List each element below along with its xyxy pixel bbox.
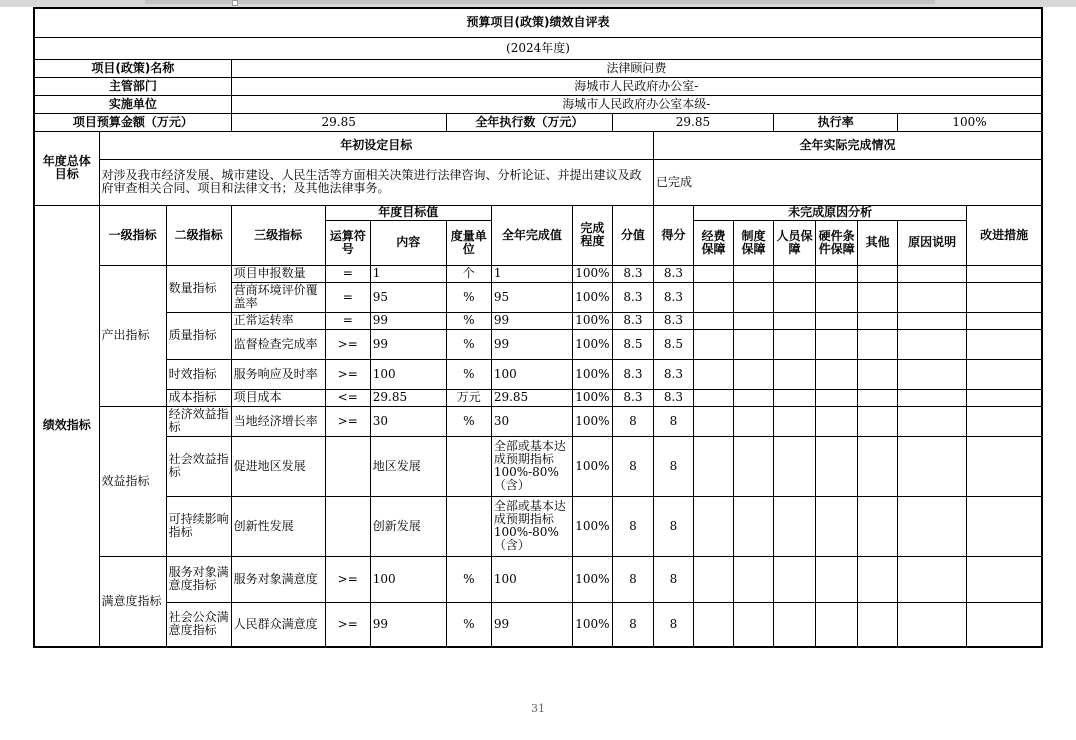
- row-op: <=: [325, 389, 370, 406]
- reason-system-header: 制度保障: [734, 220, 774, 265]
- row-reason-staff: [774, 359, 816, 389]
- row-content: 地区发展: [370, 436, 446, 496]
- row-reason-hardware: [816, 406, 858, 436]
- row-reason-other: [858, 282, 898, 312]
- row-actual: 30: [491, 406, 572, 436]
- row-degree: 100%: [572, 602, 612, 647]
- row-value: 8.3: [612, 282, 653, 312]
- group-sustainable: 可持续影响指标: [166, 496, 231, 556]
- row-reason-desc: [898, 406, 967, 436]
- row-actual: 99: [491, 329, 572, 359]
- row-content: 100: [370, 359, 446, 389]
- row-reason-system: [734, 329, 774, 359]
- actual-header: 全年完成值: [491, 205, 572, 265]
- score-header: 得分: [653, 205, 693, 265]
- row-content: 29.85: [370, 389, 446, 406]
- row-score: 8: [653, 602, 693, 647]
- group-public-sat: 社会公众满意度指标: [166, 602, 231, 647]
- group-social: 社会效益指标: [166, 436, 231, 496]
- row-score: 8.3: [653, 389, 693, 406]
- actual-goal-text: 已完成: [653, 159, 1042, 205]
- row-value: 8.3: [612, 312, 653, 329]
- annual-goal-label: 年度总体目标: [34, 131, 99, 205]
- row-content: 100: [370, 556, 446, 602]
- row-op: >=: [325, 556, 370, 602]
- reason-staff-header: 人员保障: [774, 220, 816, 265]
- row-reason-staff: [774, 406, 816, 436]
- row-op: [325, 436, 370, 496]
- row-op: >=: [325, 406, 370, 436]
- row-l3: 正常运转率: [231, 312, 325, 329]
- row-reason-staff: [774, 602, 816, 647]
- reason-desc-header: 原因说明: [898, 220, 967, 265]
- row-improve: [967, 496, 1042, 556]
- row-l3: 营商环境评价覆盖率: [231, 282, 325, 312]
- group-economic: 经济效益指标: [166, 406, 231, 436]
- row-improve: [967, 602, 1042, 647]
- row-l3: 促进地区发展: [231, 436, 325, 496]
- row-degree: 100%: [572, 496, 612, 556]
- row-reason-desc: [898, 436, 967, 496]
- row-improve: [967, 389, 1042, 406]
- unit-label: 实施单位: [34, 95, 231, 113]
- row-improve: [967, 406, 1042, 436]
- content-header: 内容: [370, 220, 446, 265]
- row-improve: [967, 312, 1042, 329]
- row-unit: 个: [446, 265, 491, 282]
- op-header: 运算符号: [325, 220, 370, 265]
- row-reason-system: [734, 312, 774, 329]
- row-value: 8: [612, 406, 653, 436]
- row-content: 创新发展: [370, 496, 446, 556]
- reasons-header: 未完成原因分析: [693, 205, 966, 220]
- page-number: 31: [531, 702, 545, 715]
- row-op: =: [325, 312, 370, 329]
- row-improve: [967, 282, 1042, 312]
- row-l3: 项目成本: [231, 389, 325, 406]
- row-score: 8.5: [653, 329, 693, 359]
- row-content: 99: [370, 312, 446, 329]
- row-reason-hardware: [816, 436, 858, 496]
- group-output: 产出指标: [99, 265, 166, 406]
- row-value: 8.3: [612, 389, 653, 406]
- row-l3: 服务响应及时率: [231, 359, 325, 389]
- row-reason-system: [734, 359, 774, 389]
- dept-value: 海城市人民政府办公室-: [231, 77, 1042, 95]
- row-reason-other: [858, 406, 898, 436]
- row-content: 95: [370, 282, 446, 312]
- budget-label: 项目预算金额（万元）: [34, 113, 231, 131]
- row-score: 8.3: [653, 359, 693, 389]
- project-name-label: 项目(政策)名称: [34, 59, 231, 77]
- ruler-marker[interactable]: [232, 0, 238, 6]
- row-content: 30: [370, 406, 446, 436]
- row-value: 8: [612, 556, 653, 602]
- row-reason-fund: [693, 282, 733, 312]
- group-satisfaction: 满意度指标: [99, 556, 166, 647]
- row-reason-hardware: [816, 389, 858, 406]
- row-reason-desc: [898, 329, 967, 359]
- row-reason-hardware: [816, 602, 858, 647]
- row-op: [325, 496, 370, 556]
- row-reason-system: [734, 406, 774, 436]
- row-score: 8.3: [653, 312, 693, 329]
- row-reason-hardware: [816, 496, 858, 556]
- row-reason-desc: [898, 496, 967, 556]
- row-reason-other: [858, 329, 898, 359]
- row-degree: 100%: [572, 329, 612, 359]
- improve-header: 改进措施: [967, 205, 1042, 265]
- performance-table: [33, 7, 1043, 648]
- row-score: 8: [653, 496, 693, 556]
- row-score: 8: [653, 436, 693, 496]
- row-content: 1: [370, 265, 446, 282]
- row-reason-desc: [898, 312, 967, 329]
- row-op: >=: [325, 359, 370, 389]
- row-actual: 100: [491, 556, 572, 602]
- row-degree: 100%: [572, 389, 612, 406]
- exec-value: 29.85: [612, 113, 773, 131]
- row-value: 8: [612, 496, 653, 556]
- row-value: 8.3: [612, 359, 653, 389]
- row-actual: 99: [491, 602, 572, 647]
- row-reason-fund: [693, 556, 733, 602]
- group-quality: 质量指标: [166, 312, 231, 359]
- row-improve: [967, 265, 1042, 282]
- row-content: 99: [370, 329, 446, 359]
- unit-header: 度量单位: [446, 220, 491, 265]
- row-l3: 服务对象满意度: [231, 556, 325, 602]
- row-reason-other: [858, 496, 898, 556]
- row-reason-staff: [774, 496, 816, 556]
- row-reason-staff: [774, 389, 816, 406]
- reason-hardware-header: 硬件条件保障: [816, 220, 858, 265]
- row-improve: [967, 329, 1042, 359]
- ruler-bar: [0, 0, 1076, 7]
- reason-other-header: 其他: [858, 220, 898, 265]
- row-actual: 95: [491, 282, 572, 312]
- actual-goal-header: 全年实际完成情况: [653, 131, 1042, 159]
- row-reason-system: [734, 556, 774, 602]
- level2-header: 二级指标: [166, 205, 231, 265]
- row-content: 99: [370, 602, 446, 647]
- row-reason-system: [734, 265, 774, 282]
- row-reason-hardware: [816, 359, 858, 389]
- row-reason-hardware: [816, 329, 858, 359]
- row-unit: %: [446, 312, 491, 329]
- row-op: =: [325, 265, 370, 282]
- row-op: =: [325, 282, 370, 312]
- row-reason-staff: [774, 556, 816, 602]
- group-timeliness: 时效指标: [166, 359, 231, 389]
- page-title: 预算项目(政策)绩效自评表: [34, 8, 1042, 37]
- row-reason-fund: [693, 265, 733, 282]
- exec-label: 全年执行数（万元）: [446, 113, 612, 131]
- row-reason-fund: [693, 406, 733, 436]
- row-l3: 人民群众满意度: [231, 602, 325, 647]
- row-reason-other: [858, 359, 898, 389]
- row-actual: 100: [491, 359, 572, 389]
- group-benefit: 效益指标: [99, 406, 166, 556]
- row-l3: 当地经济增长率: [231, 406, 325, 436]
- row-score: 8: [653, 556, 693, 602]
- row-actual: 29.85: [491, 389, 572, 406]
- degree-header: 完成程度: [572, 205, 612, 265]
- unit-value: 海城市人民政府办公室本级-: [231, 95, 1042, 113]
- row-improve: [967, 359, 1042, 389]
- row-l3: 创新性发展: [231, 496, 325, 556]
- group-quantity: 数量指标: [166, 265, 231, 312]
- row-reason-desc: [898, 359, 967, 389]
- row-reason-fund: [693, 389, 733, 406]
- row-reason-hardware: [816, 556, 858, 602]
- score-value-header: 分值: [612, 205, 653, 265]
- row-actual: 全部或基本达成预期指标100%-80%（含）: [491, 496, 572, 556]
- row-reason-hardware: [816, 265, 858, 282]
- row-reason-staff: [774, 265, 816, 282]
- row-unit: %: [446, 556, 491, 602]
- row-unit: %: [446, 359, 491, 389]
- row-reason-fund: [693, 602, 733, 647]
- perf-indicator-label: 绩效指标: [34, 205, 99, 647]
- row-reason-desc: [898, 282, 967, 312]
- target-header: 年度目标值: [325, 205, 491, 220]
- rate-value: 100%: [898, 113, 1042, 131]
- row-unit: %: [446, 282, 491, 312]
- row-score: 8.3: [653, 282, 693, 312]
- row-unit: %: [446, 602, 491, 647]
- row-actual: 1: [491, 265, 572, 282]
- row-op: >=: [325, 602, 370, 647]
- row-reason-system: [734, 389, 774, 406]
- row-reason-fund: [693, 359, 733, 389]
- row-improve: [967, 556, 1042, 602]
- row-unit: %: [446, 329, 491, 359]
- ruler: [145, 0, 935, 4]
- budget-value: 29.85: [231, 113, 446, 131]
- level1-header: 一级指标: [99, 205, 166, 265]
- row-reason-staff: [774, 436, 816, 496]
- row-op: >=: [325, 329, 370, 359]
- row-reason-fund: [693, 436, 733, 496]
- row-score: 8: [653, 406, 693, 436]
- row-value: 8: [612, 602, 653, 647]
- row-reason-system: [734, 436, 774, 496]
- row-unit: %: [446, 406, 491, 436]
- rate-label: 执行率: [774, 113, 898, 131]
- row-reason-other: [858, 265, 898, 282]
- level3-header: 三级指标: [231, 205, 325, 265]
- row-reason-fund: [693, 329, 733, 359]
- row-l3: 项目申报数量: [231, 265, 325, 282]
- row-reason-desc: [898, 389, 967, 406]
- dept-label: 主管部门: [34, 77, 231, 95]
- project-name-value: 法律顾问费: [231, 59, 1042, 77]
- group-service-sat: 服务对象满意度指标: [166, 556, 231, 602]
- row-degree: 100%: [572, 265, 612, 282]
- row-degree: 100%: [572, 436, 612, 496]
- row-reason-hardware: [816, 312, 858, 329]
- row-reason-other: [858, 312, 898, 329]
- row-value: 8: [612, 436, 653, 496]
- row-reason-other: [858, 602, 898, 647]
- row-actual: 99: [491, 312, 572, 329]
- row-degree: 100%: [572, 282, 612, 312]
- group-cost: 成本指标: [166, 389, 231, 406]
- row-reason-system: [734, 282, 774, 312]
- row-degree: 100%: [572, 312, 612, 329]
- row-reason-fund: [693, 312, 733, 329]
- row-reason-desc: [898, 602, 967, 647]
- row-degree: 100%: [572, 406, 612, 436]
- row-degree: 100%: [572, 556, 612, 602]
- row-reason-fund: [693, 496, 733, 556]
- row-degree: 100%: [572, 359, 612, 389]
- row-value: 8.5: [612, 329, 653, 359]
- reason-fund-header: 经费保障: [693, 220, 733, 265]
- row-reason-system: [734, 496, 774, 556]
- row-reason-staff: [774, 312, 816, 329]
- initial-goal-header: 年初设定目标: [99, 131, 653, 159]
- row-l3: 监督检查完成率: [231, 329, 325, 359]
- row-unit: [446, 436, 491, 496]
- row-reason-staff: [774, 329, 816, 359]
- row-reason-desc: [898, 265, 967, 282]
- row-unit: 万元: [446, 389, 491, 406]
- row-reason-system: [734, 602, 774, 647]
- row-reason-staff: [774, 282, 816, 312]
- row-value: 8.3: [612, 265, 653, 282]
- row-improve: [967, 436, 1042, 496]
- row-actual: 全部或基本达成预期指标100%-80%（含）: [491, 436, 572, 496]
- row-unit: [446, 496, 491, 556]
- row-reason-hardware: [816, 282, 858, 312]
- row-reason-other: [858, 556, 898, 602]
- row-reason-desc: [898, 556, 967, 602]
- year-label: (2024年度): [34, 37, 1042, 59]
- initial-goal-text: 对涉及我市经济发展、城市建设、人民生活等方面相关决策进行法律咨询、分析论证、并提出建议及政府审查相关合同、项目和法律文书；及其他法律事务。: [99, 159, 653, 205]
- row-reason-other: [858, 436, 898, 496]
- row-score: 8.3: [653, 265, 693, 282]
- row-reason-other: [858, 389, 898, 406]
